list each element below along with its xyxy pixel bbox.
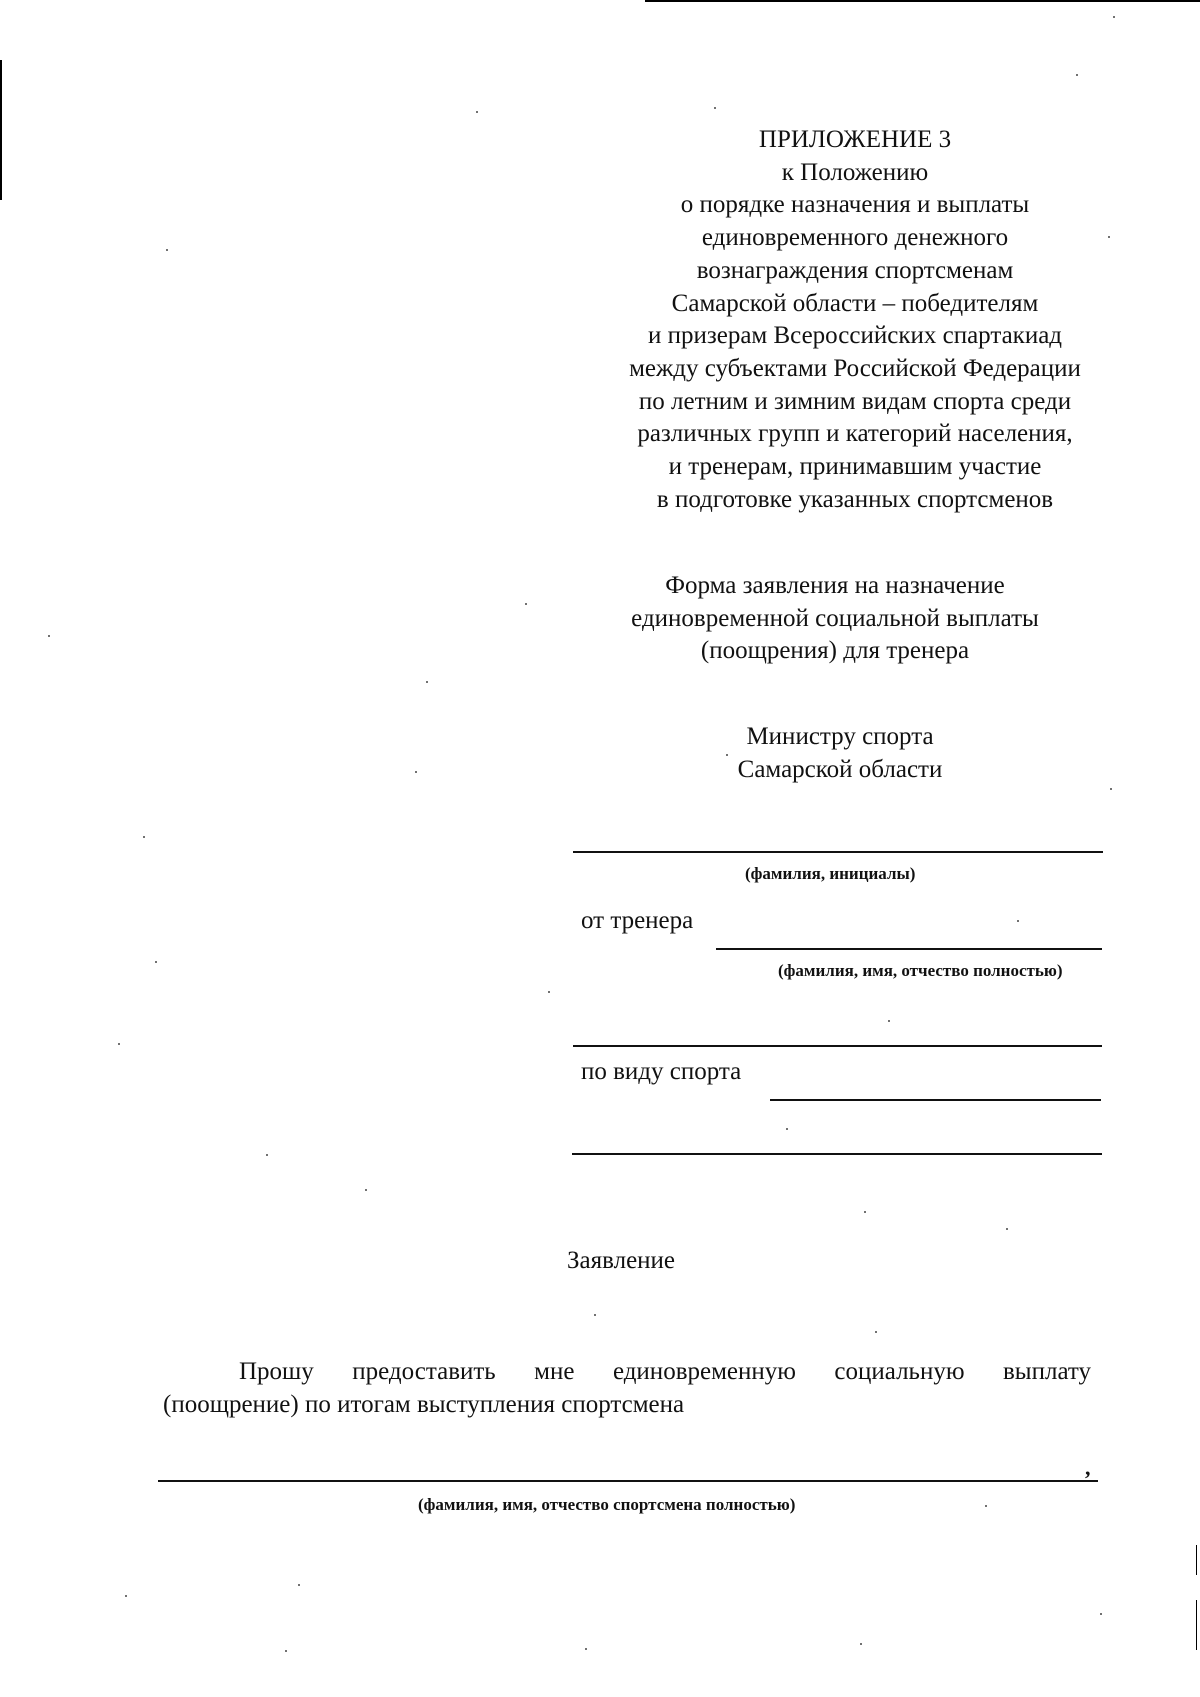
scan-top-edge (645, 0, 1200, 2)
scan-speck (786, 1128, 788, 1130)
scan-right-edge-mark (1196, 1545, 1197, 1575)
statement-line: Прошу предоставить мне единовременную социальную выплату (239, 1358, 1091, 1385)
trainer-name-field[interactable] (716, 948, 1102, 950)
scan-right-edge-mark (1196, 1600, 1197, 1650)
statement-heading: Заявление (567, 1247, 676, 1274)
sport-label: по виду спорта (581, 1058, 742, 1085)
appendix-line: вознаграждения спортсменам (696, 256, 1014, 284)
scan-speck (548, 991, 550, 993)
scan-speck (166, 249, 168, 251)
addressee-line: Министру спорта (746, 723, 934, 750)
trainer-name-field-continued[interactable] (573, 1045, 1102, 1047)
statement-body (163, 1355, 1091, 1421)
form-title-line: Форма заявления на назначение (665, 572, 1005, 599)
form-title (520, 570, 1150, 668)
scan-speck (365, 1189, 367, 1191)
appendix-title: ПРИЛОЖЕНИЕ 3 (758, 126, 952, 153)
form-title-line: (поощрения) для тренера (700, 637, 970, 664)
trailing-comma: , (1085, 1455, 1091, 1480)
athlete-name-field[interactable] (158, 1480, 1098, 1482)
statement-line: (поощрение) по итогам выступления спортсмена (163, 1391, 685, 1418)
scan-speck (476, 111, 478, 113)
scan-speck (594, 1314, 596, 1316)
scan-speck (985, 1505, 987, 1507)
scan-speck (266, 1154, 268, 1156)
minister-name-field[interactable] (573, 851, 1103, 853)
appendix-line: и тренерам, принимавшим участие (668, 453, 1042, 481)
scan-speck (888, 1020, 890, 1022)
scan-left-edge (0, 60, 2, 200)
appendix-line: к Положению (781, 158, 929, 186)
scan-speck (1076, 74, 1078, 76)
form-title-line: единовременной социальной выплаты (631, 604, 1039, 632)
scan-speck (125, 1595, 127, 1597)
scan-speck (143, 836, 145, 838)
scan-speck (864, 1211, 866, 1213)
appendix-line: о порядке назначения и выплаты (680, 191, 1030, 219)
scan-speck (875, 1331, 877, 1333)
trainer-name-hint: (фамилия, имя, отчество полностью) (778, 961, 1063, 980)
scan-speck (714, 107, 716, 109)
minister-name-hint: (фамилия, инициалы) (745, 864, 916, 883)
appendix-line: по летним и зимним видам спорта среди (638, 387, 1072, 415)
sport-field[interactable] (770, 1099, 1101, 1101)
scan-speck (426, 681, 428, 683)
scan-speck (1017, 920, 1019, 922)
scan-speck (1110, 788, 1112, 790)
scan-speck (1006, 1228, 1008, 1230)
appendix-line: и призерам Всероссийских спартакиад (647, 322, 1063, 350)
scan-speck (585, 1648, 587, 1650)
scan-speck (48, 635, 50, 637)
scan-speck (415, 771, 417, 773)
appendix-header (555, 124, 1155, 516)
from-trainer-label: от тренера (581, 907, 694, 934)
scan-speck (1100, 1613, 1102, 1615)
addressee-block (640, 721, 1040, 786)
appendix-line: в подготовке указанных спортсменов (656, 485, 1054, 513)
scan-speck (155, 961, 157, 963)
appendix-line: различных групп и категорий населения, (637, 420, 1073, 448)
addressee-line: Самарской области (737, 755, 943, 783)
scan-speck (118, 1043, 120, 1045)
athlete-name-hint: (фамилия, имя, отчество спортсмена полностью) (418, 1495, 796, 1514)
appendix-line: единовременного денежного (701, 224, 1009, 252)
scan-speck (298, 1584, 300, 1586)
appendix-line: Самарской области – победителям (671, 289, 1039, 317)
sport-field-continued[interactable] (572, 1153, 1102, 1155)
appendix-line: между субъектами Российской Федерации (629, 354, 1081, 382)
scan-speck (1113, 16, 1115, 18)
scan-speck (860, 1643, 862, 1645)
scan-speck (285, 1650, 287, 1652)
